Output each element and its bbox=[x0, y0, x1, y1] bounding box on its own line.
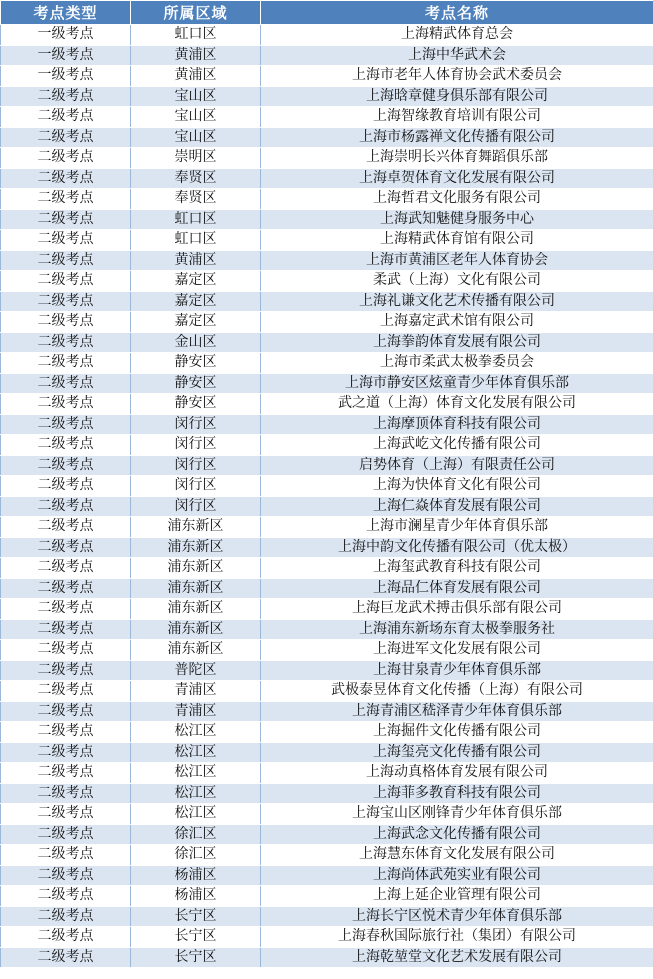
table-row bbox=[1, 25, 653, 46]
cell-district: 虹口区 bbox=[131, 209, 261, 230]
table-row bbox=[1, 107, 653, 128]
cell-site-type: 二级考点 bbox=[1, 640, 131, 661]
cell-site-type: 二级考点 bbox=[1, 209, 131, 230]
cell-district: 闵行区 bbox=[131, 414, 261, 435]
cell-district: 虹口区 bbox=[131, 230, 261, 251]
table-row bbox=[1, 681, 653, 702]
table-row bbox=[1, 927, 653, 948]
cell-site-type: 二级考点 bbox=[1, 476, 131, 497]
table-row bbox=[1, 414, 653, 435]
cell-site-type: 二级考点 bbox=[1, 230, 131, 251]
table-row bbox=[1, 537, 653, 558]
cell-district: 嘉定区 bbox=[131, 312, 261, 333]
cell-site-name: 上海精武体育总会 bbox=[261, 25, 653, 46]
table-row bbox=[1, 804, 653, 825]
cell-site-type: 二级考点 bbox=[1, 886, 131, 907]
cell-district: 徐汇区 bbox=[131, 845, 261, 866]
cell-district: 闵行区 bbox=[131, 435, 261, 456]
cell-site-type: 二级考点 bbox=[1, 804, 131, 825]
cell-district: 长宁区 bbox=[131, 927, 261, 948]
cell-district: 黄浦区 bbox=[131, 66, 261, 87]
table-row bbox=[1, 230, 653, 251]
table-row bbox=[1, 435, 653, 456]
cell-site-name: 上海玺武教育科技有限公司 bbox=[261, 558, 653, 579]
cell-district: 宝山区 bbox=[131, 127, 261, 148]
cell-district: 静安区 bbox=[131, 394, 261, 415]
cell-site-name: 上海武念文化传播有限公司 bbox=[261, 824, 653, 845]
cell-site-type: 二级考点 bbox=[1, 763, 131, 784]
table-row bbox=[1, 496, 653, 517]
table-row bbox=[1, 722, 653, 743]
table-row bbox=[1, 599, 653, 620]
table-row bbox=[1, 660, 653, 681]
cell-district: 松江区 bbox=[131, 742, 261, 763]
cell-site-name: 上海市老年人体育协会武术委员会 bbox=[261, 66, 653, 87]
cell-site-type: 二级考点 bbox=[1, 168, 131, 189]
table-row bbox=[1, 578, 653, 599]
table-row bbox=[1, 168, 653, 189]
cell-site-type: 二级考点 bbox=[1, 824, 131, 845]
cell-district: 普陀区 bbox=[131, 660, 261, 681]
cell-district: 松江区 bbox=[131, 804, 261, 825]
table-row bbox=[1, 763, 653, 784]
cell-site-type: 二级考点 bbox=[1, 496, 131, 517]
cell-site-type: 二级考点 bbox=[1, 373, 131, 394]
cell-district: 浦东新区 bbox=[131, 558, 261, 579]
cell-site-type: 二级考点 bbox=[1, 660, 131, 681]
cell-site-type: 二级考点 bbox=[1, 312, 131, 333]
table-row bbox=[1, 189, 653, 210]
table-row bbox=[1, 66, 653, 87]
cell-district: 松江区 bbox=[131, 722, 261, 743]
cell-site-name: 柔武（上海）文化有限公司 bbox=[261, 271, 653, 292]
cell-site-name: 上海市柔武太极拳委员会 bbox=[261, 353, 653, 374]
table-row bbox=[1, 312, 653, 333]
cell-site-name: 上海武屹文化传播有限公司 bbox=[261, 435, 653, 456]
cell-district: 奉贤区 bbox=[131, 189, 261, 210]
cell-site-type: 二级考点 bbox=[1, 722, 131, 743]
cell-district: 宝山区 bbox=[131, 86, 261, 107]
cell-site-name: 上海市澜星青少年体育俱乐部 bbox=[261, 517, 653, 538]
table-row bbox=[1, 271, 653, 292]
table-row bbox=[1, 127, 653, 148]
cell-district: 浦东新区 bbox=[131, 619, 261, 640]
cell-site-type: 二级考点 bbox=[1, 517, 131, 538]
cell-site-type: 二级考点 bbox=[1, 271, 131, 292]
table-row bbox=[1, 394, 653, 415]
cell-site-type: 二级考点 bbox=[1, 455, 131, 476]
cell-district: 长宁区 bbox=[131, 947, 261, 968]
cell-district: 静安区 bbox=[131, 353, 261, 374]
cell-site-name: 上海为快体育文化有限公司 bbox=[261, 476, 653, 497]
cell-site-name: 上海慧东体育文化发展有限公司 bbox=[261, 845, 653, 866]
cell-site-type: 二级考点 bbox=[1, 619, 131, 640]
table-body bbox=[1, 25, 653, 968]
cell-site-type: 二级考点 bbox=[1, 537, 131, 558]
cell-site-type: 二级考点 bbox=[1, 394, 131, 415]
cell-site-name: 上海市黄浦区老年人体育协会 bbox=[261, 250, 653, 271]
cell-site-type: 二级考点 bbox=[1, 291, 131, 312]
cell-site-type: 二级考点 bbox=[1, 250, 131, 271]
table-row bbox=[1, 291, 653, 312]
cell-district: 徐汇区 bbox=[131, 824, 261, 845]
cell-district: 长宁区 bbox=[131, 906, 261, 927]
cell-site-name: 上海玺亮文化传播有限公司 bbox=[261, 742, 653, 763]
cell-district: 虹口区 bbox=[131, 25, 261, 46]
cell-site-name: 上海巨龙武术搏击俱乐部有限公司 bbox=[261, 599, 653, 620]
cell-site-name: 上海武知魅健身服务中心 bbox=[261, 209, 653, 230]
cell-site-name: 上海崇明长兴体育舞蹈俱乐部 bbox=[261, 148, 653, 169]
table-row bbox=[1, 701, 653, 722]
table-row bbox=[1, 906, 653, 927]
cell-site-name: 上海甘泉青少年体育俱乐部 bbox=[261, 660, 653, 681]
cell-site-type: 二级考点 bbox=[1, 701, 131, 722]
cell-site-type: 二级考点 bbox=[1, 742, 131, 763]
table-row bbox=[1, 353, 653, 374]
cell-site-name: 上海市静安区炫童青少年体育俱乐部 bbox=[261, 373, 653, 394]
cell-district: 黄浦区 bbox=[131, 250, 261, 271]
cell-site-type: 二级考点 bbox=[1, 783, 131, 804]
cell-district: 崇明区 bbox=[131, 148, 261, 169]
cell-site-type: 二级考点 bbox=[1, 599, 131, 620]
cell-district: 浦东新区 bbox=[131, 640, 261, 661]
cell-site-name: 上海菲多教育科技有限公司 bbox=[261, 783, 653, 804]
cell-district: 浦东新区 bbox=[131, 578, 261, 599]
cell-district: 闵行区 bbox=[131, 476, 261, 497]
cell-site-name: 上海春秋国际旅行社（集团）有限公司 bbox=[261, 927, 653, 948]
cell-district: 青浦区 bbox=[131, 701, 261, 722]
table-row bbox=[1, 517, 653, 538]
cell-site-type: 二级考点 bbox=[1, 845, 131, 866]
cell-site-name: 上海上延企业管理有限公司 bbox=[261, 886, 653, 907]
cell-site-type: 二级考点 bbox=[1, 558, 131, 579]
cell-site-name: 上海品仁体育发展有限公司 bbox=[261, 578, 653, 599]
cell-site-name: 上海摩顶体育科技有限公司 bbox=[261, 414, 653, 435]
cell-site-name: 上海哲君文化服务有限公司 bbox=[261, 189, 653, 210]
cell-district: 松江区 bbox=[131, 763, 261, 784]
cell-site-type: 二级考点 bbox=[1, 86, 131, 107]
table-row bbox=[1, 332, 653, 353]
cell-site-name: 武之道（上海）体育文化发展有限公司 bbox=[261, 394, 653, 415]
cell-site-type: 二级考点 bbox=[1, 947, 131, 968]
cell-site-name: 上海卓贺体育文化发展有限公司 bbox=[261, 168, 653, 189]
table-row bbox=[1, 947, 653, 968]
cell-site-name: 上海智缘教育培训有限公司 bbox=[261, 107, 653, 128]
table-row bbox=[1, 148, 653, 169]
cell-site-name: 上海嘉定武术馆有限公司 bbox=[261, 312, 653, 333]
cell-site-type: 二级考点 bbox=[1, 127, 131, 148]
cell-site-name: 上海宝山区刚锋青少年体育俱乐部 bbox=[261, 804, 653, 825]
cell-site-name: 上海市杨露禅文化传播有限公司 bbox=[261, 127, 653, 148]
cell-site-type: 一级考点 bbox=[1, 66, 131, 87]
header-district: 所属区域 bbox=[131, 1, 261, 25]
cell-site-name: 上海精武体育馆有限公司 bbox=[261, 230, 653, 251]
cell-site-type: 二级考点 bbox=[1, 906, 131, 927]
header-row bbox=[1, 1, 653, 25]
cell-site-type: 二级考点 bbox=[1, 414, 131, 435]
table-row bbox=[1, 886, 653, 907]
cell-site-name: 上海仁焱体育发展有限公司 bbox=[261, 496, 653, 517]
table-row bbox=[1, 250, 653, 271]
cell-site-name: 上海进军文化发展有限公司 bbox=[261, 640, 653, 661]
table-row bbox=[1, 455, 653, 476]
cell-site-type: 二级考点 bbox=[1, 332, 131, 353]
cell-district: 静安区 bbox=[131, 373, 261, 394]
cell-site-name: 上海尚体武苑实业有限公司 bbox=[261, 865, 653, 886]
table-row bbox=[1, 783, 653, 804]
table-row bbox=[1, 742, 653, 763]
cell-site-type: 二级考点 bbox=[1, 681, 131, 702]
table-row bbox=[1, 476, 653, 497]
cell-site-name: 启势体育（上海）有限责任公司 bbox=[261, 455, 653, 476]
table-row bbox=[1, 86, 653, 107]
cell-site-name: 上海中华武术会 bbox=[261, 45, 653, 66]
cell-site-type: 二级考点 bbox=[1, 353, 131, 374]
cell-district: 宝山区 bbox=[131, 107, 261, 128]
table-row bbox=[1, 45, 653, 66]
cell-district: 杨浦区 bbox=[131, 886, 261, 907]
cell-site-type: 二级考点 bbox=[1, 435, 131, 456]
cell-site-type: 二级考点 bbox=[1, 927, 131, 948]
cell-site-type: 一级考点 bbox=[1, 25, 131, 46]
table-row bbox=[1, 558, 653, 579]
cell-site-name: 上海拳韵体育发展有限公司 bbox=[261, 332, 653, 353]
cell-site-name: 上海乾堃堂文化艺术发展有限公司 bbox=[261, 947, 653, 968]
table-row bbox=[1, 824, 653, 845]
cell-district: 闵行区 bbox=[131, 455, 261, 476]
cell-site-name: 上海动真格体育发展有限公司 bbox=[261, 763, 653, 784]
cell-district: 青浦区 bbox=[131, 681, 261, 702]
table-row bbox=[1, 640, 653, 661]
table-row bbox=[1, 865, 653, 886]
cell-site-type: 二级考点 bbox=[1, 578, 131, 599]
table-row bbox=[1, 619, 653, 640]
cell-site-name: 上海长宁区悦术青少年体育俱乐部 bbox=[261, 906, 653, 927]
cell-site-name: 上海礼谦文化艺术传播有限公司 bbox=[261, 291, 653, 312]
cell-site-name: 上海中韵文化传播有限公司（优太极） bbox=[261, 537, 653, 558]
cell-site-type: 二级考点 bbox=[1, 107, 131, 128]
table-row bbox=[1, 845, 653, 866]
cell-district: 金山区 bbox=[131, 332, 261, 353]
cell-site-type: 二级考点 bbox=[1, 189, 131, 210]
cell-district: 松江区 bbox=[131, 783, 261, 804]
cell-site-name: 上海掘件文化传播有限公司 bbox=[261, 722, 653, 743]
header-site-type: 考点类型 bbox=[1, 1, 131, 25]
cell-site-name: 上海青浦区嵇泽青少年体育俱乐部 bbox=[261, 701, 653, 722]
cell-district: 浦东新区 bbox=[131, 517, 261, 538]
cell-site-name: 上海浦东新场东育太极拳服务社 bbox=[261, 619, 653, 640]
cell-district: 浦东新区 bbox=[131, 599, 261, 620]
cell-district: 嘉定区 bbox=[131, 291, 261, 312]
table-row bbox=[1, 209, 653, 230]
header-site-name: 考点名称 bbox=[261, 1, 653, 25]
cell-site-type: 二级考点 bbox=[1, 148, 131, 169]
cell-district: 奉贤区 bbox=[131, 168, 261, 189]
cell-district: 嘉定区 bbox=[131, 271, 261, 292]
cell-district: 杨浦区 bbox=[131, 865, 261, 886]
cell-district: 浦东新区 bbox=[131, 537, 261, 558]
cell-site-name: 武极泰昱体育文化传播（上海）有限公司 bbox=[261, 681, 653, 702]
cell-district: 黄浦区 bbox=[131, 45, 261, 66]
cell-site-name: 上海晗章健身俱乐部有限公司 bbox=[261, 86, 653, 107]
cell-site-type: 一级考点 bbox=[1, 45, 131, 66]
table-row bbox=[1, 373, 653, 394]
cell-district: 闵行区 bbox=[131, 496, 261, 517]
cell-site-type: 二级考点 bbox=[1, 865, 131, 886]
